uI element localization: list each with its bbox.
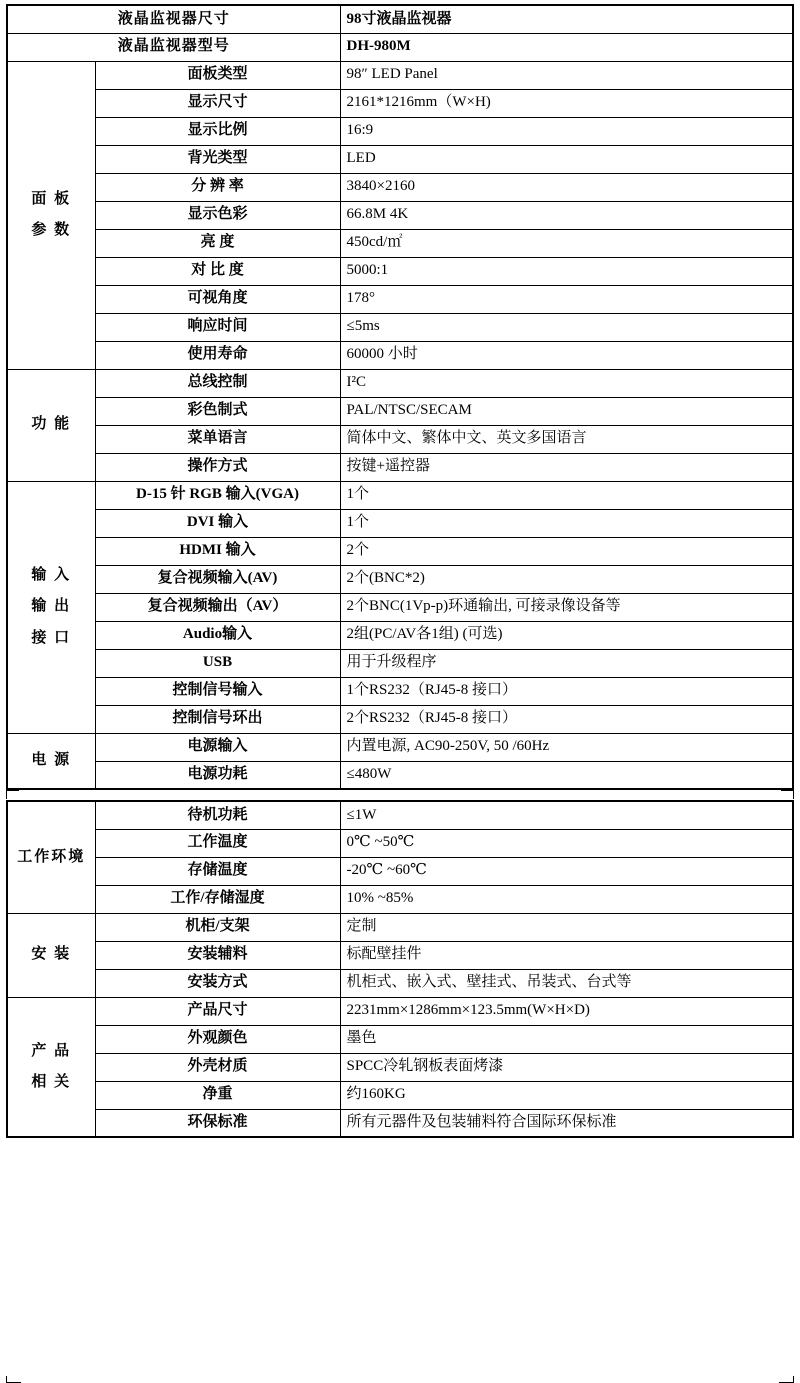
table-row	[7, 969, 793, 997]
crop-mark-bottom-left-icon	[6, 1376, 21, 1383]
spec-name: 彩色制式	[95, 397, 340, 425]
category-line: 接 口	[31, 629, 72, 646]
monitor-model-label: 液晶监视器型号	[7, 33, 340, 61]
spec-name: DVI 输入	[95, 509, 340, 537]
spec-name: 工作温度	[95, 829, 340, 857]
table-row	[7, 425, 793, 453]
spec-name: 背光类型	[95, 145, 340, 173]
table-row	[7, 801, 793, 829]
spec-value: PAL/NTSC/SECAM	[340, 397, 793, 425]
category-line: 参 数	[31, 222, 72, 238]
table-row	[7, 397, 793, 425]
monitor-size-label: 液晶监视器尺寸	[7, 5, 340, 33]
category-line: 输 入	[31, 567, 72, 584]
spec-value: 2161*1216mm（W×H)	[340, 89, 793, 117]
spec-name: HDMI 输入	[95, 537, 340, 565]
spec-name: 操作方式	[95, 453, 340, 481]
table-row	[7, 829, 793, 857]
spec-name: 面板类型	[95, 61, 340, 89]
table-row	[7, 857, 793, 885]
spec-value: 标配壁挂件	[340, 941, 793, 969]
table-row	[7, 369, 793, 397]
crop-mark-left-icon	[6, 790, 19, 799]
table-row	[7, 761, 793, 789]
spec-value: -20℃ ~60℃	[340, 857, 793, 885]
spec-name: 环保标准	[95, 1109, 340, 1137]
table-row	[7, 565, 793, 593]
category-line: 功 能	[31, 416, 72, 433]
table-row	[7, 313, 793, 341]
spec-name: 电源功耗	[95, 761, 340, 789]
table-row	[7, 997, 793, 1025]
table-row	[7, 885, 793, 913]
spec-value: 简体中文、繁体中文、英文多国语言	[340, 425, 793, 453]
spec-value: 3840×2160	[340, 173, 793, 201]
spec-value: ≤5ms	[340, 313, 793, 341]
table-row	[7, 173, 793, 201]
spec-value: 机柜式、嵌入式、壁挂式、吊装式、台式等	[340, 969, 793, 997]
spec-value: 2个	[340, 537, 793, 565]
table-row	[7, 117, 793, 145]
spec-value: LED	[340, 145, 793, 173]
spec-value: 2个BNC(1Vp-p)环通输出, 可接录像设备等	[340, 593, 793, 621]
spec-name: 产品尺寸	[95, 997, 340, 1025]
spec-name: Audio输入	[95, 621, 340, 649]
monitor-size-value: 98寸液晶监视器	[340, 5, 793, 33]
table-row	[7, 509, 793, 537]
spec-value: 16:9	[340, 117, 793, 145]
spec-name: USB	[95, 649, 340, 677]
spec-value: 内置电源, AC90-250V, 50 /60Hz	[340, 733, 793, 761]
category-panel-params	[7, 61, 95, 369]
spec-value: 所有元器件及包装辅料符合国际环保标准	[340, 1109, 793, 1137]
spec-name: 响应时间	[95, 313, 340, 341]
spec-table-bottom-body	[7, 801, 793, 1137]
table-row	[7, 61, 793, 89]
category-power	[7, 733, 95, 789]
spec-name: 工作/存储湿度	[95, 885, 340, 913]
table-row	[7, 1081, 793, 1109]
spec-value: 2231mm×1286mm×123.5mm(W×H×D)	[340, 997, 793, 1025]
spec-value: 178°	[340, 285, 793, 313]
table-row	[7, 481, 793, 509]
spec-name: 使用寿命	[95, 341, 340, 369]
monitor-model-value: DH-980M	[340, 33, 793, 61]
spec-value: 墨色	[340, 1025, 793, 1053]
category-line: 相 关	[31, 1073, 72, 1090]
category-function	[7, 369, 95, 481]
crop-mark-right-icon	[781, 790, 794, 799]
spec-name: 安装方式	[95, 969, 340, 997]
table-row	[7, 453, 793, 481]
spec-name: 对 比 度	[95, 257, 340, 285]
spec-name: 复合视频输出（AV）	[95, 593, 340, 621]
table-row	[7, 677, 793, 705]
table-row	[7, 5, 793, 33]
spec-value: 用于升级程序	[340, 649, 793, 677]
table-row	[7, 537, 793, 565]
spec-name: 存储温度	[95, 857, 340, 885]
spec-value: 60000 小时	[340, 341, 793, 369]
spec-value: 0℃ ~50℃	[340, 829, 793, 857]
spec-name: 外壳材质	[95, 1053, 340, 1081]
category-line: 工作环境	[17, 848, 86, 865]
table-row	[7, 229, 793, 257]
spec-table-bottom	[6, 800, 794, 1138]
table-row	[7, 913, 793, 941]
spec-name: 亮 度	[95, 229, 340, 257]
spec-name: D-15 针 RGB 输入(VGA)	[95, 481, 340, 509]
spec-value: I²C	[340, 369, 793, 397]
spec-name: 待机功耗	[95, 801, 340, 829]
spec-name: 安装辅料	[95, 941, 340, 969]
table-row	[7, 341, 793, 369]
spec-name: 机柜/支架	[95, 913, 340, 941]
table-row	[7, 705, 793, 733]
spec-name: 电源输入	[95, 733, 340, 761]
spec-name: 显示色彩	[95, 201, 340, 229]
spec-value: 98″ LED Panel	[340, 61, 793, 89]
spec-value: 按键+遥控器	[340, 453, 793, 481]
table-row	[7, 649, 793, 677]
category-product-related	[7, 997, 95, 1137]
spec-name: 显示比例	[95, 117, 340, 145]
spec-name: 可视角度	[95, 285, 340, 313]
category-line: 输 出	[31, 598, 72, 615]
table-row	[7, 941, 793, 969]
table-row	[7, 621, 793, 649]
table-row	[7, 1025, 793, 1053]
table-row	[7, 733, 793, 761]
table-row	[7, 33, 793, 61]
spec-name: 显示尺寸	[95, 89, 340, 117]
spec-value: 1个RS232（RJ45-8 接口）	[340, 677, 793, 705]
spec-value: ≤480W	[340, 761, 793, 789]
spec-name: 分 辨 率	[95, 173, 340, 201]
spec-name: 复合视频输入(AV)	[95, 565, 340, 593]
spec-value: 1个	[340, 481, 793, 509]
table-row	[7, 145, 793, 173]
spec-name: 外观颜色	[95, 1025, 340, 1053]
spec-value: 5000:1	[340, 257, 793, 285]
spec-value: 1个	[340, 509, 793, 537]
table-row	[7, 1109, 793, 1137]
spec-table-top	[6, 4, 794, 790]
spec-value: 2组(PC/AV各1组) (可选)	[340, 621, 793, 649]
spec-name: 净重	[95, 1081, 340, 1109]
spec-value: ≤1W	[340, 801, 793, 829]
category-installation	[7, 913, 95, 997]
spec-value: SPCC冷轧钢板表面烤漆	[340, 1053, 793, 1081]
category-line: 产 品	[31, 1042, 72, 1059]
table-row	[7, 257, 793, 285]
table-row	[7, 201, 793, 229]
table-row	[7, 89, 793, 117]
category-working-environment	[7, 801, 95, 913]
spec-value: 450cd/㎡	[340, 229, 793, 257]
footer-crop-marks	[0, 1377, 800, 1383]
spec-value: 定制	[340, 913, 793, 941]
spec-name: 控制信号输入	[95, 677, 340, 705]
category-line: 安 装	[31, 946, 72, 963]
spec-table-top-body	[7, 5, 793, 789]
crop-mark-bottom-right-icon	[779, 1376, 794, 1383]
spec-value: 约160KG	[340, 1081, 793, 1109]
spec-name: 控制信号环出	[95, 705, 340, 733]
spec-value: 2个(BNC*2)	[340, 565, 793, 593]
spec-value: 2个RS232（RJ45-8 接口）	[340, 705, 793, 733]
category-io-interface	[7, 481, 95, 733]
table-row	[7, 285, 793, 313]
category-line: 电 源	[31, 752, 72, 769]
spec-name: 菜单语言	[95, 425, 340, 453]
spec-value: 10% ~85%	[340, 885, 793, 913]
table-row	[7, 593, 793, 621]
category-line: 面 板	[31, 190, 72, 207]
spec-value: 66.8M 4K	[340, 201, 793, 229]
table-row	[7, 1053, 793, 1081]
page-break-marks	[6, 790, 794, 800]
spec-name: 总线控制	[95, 369, 340, 397]
